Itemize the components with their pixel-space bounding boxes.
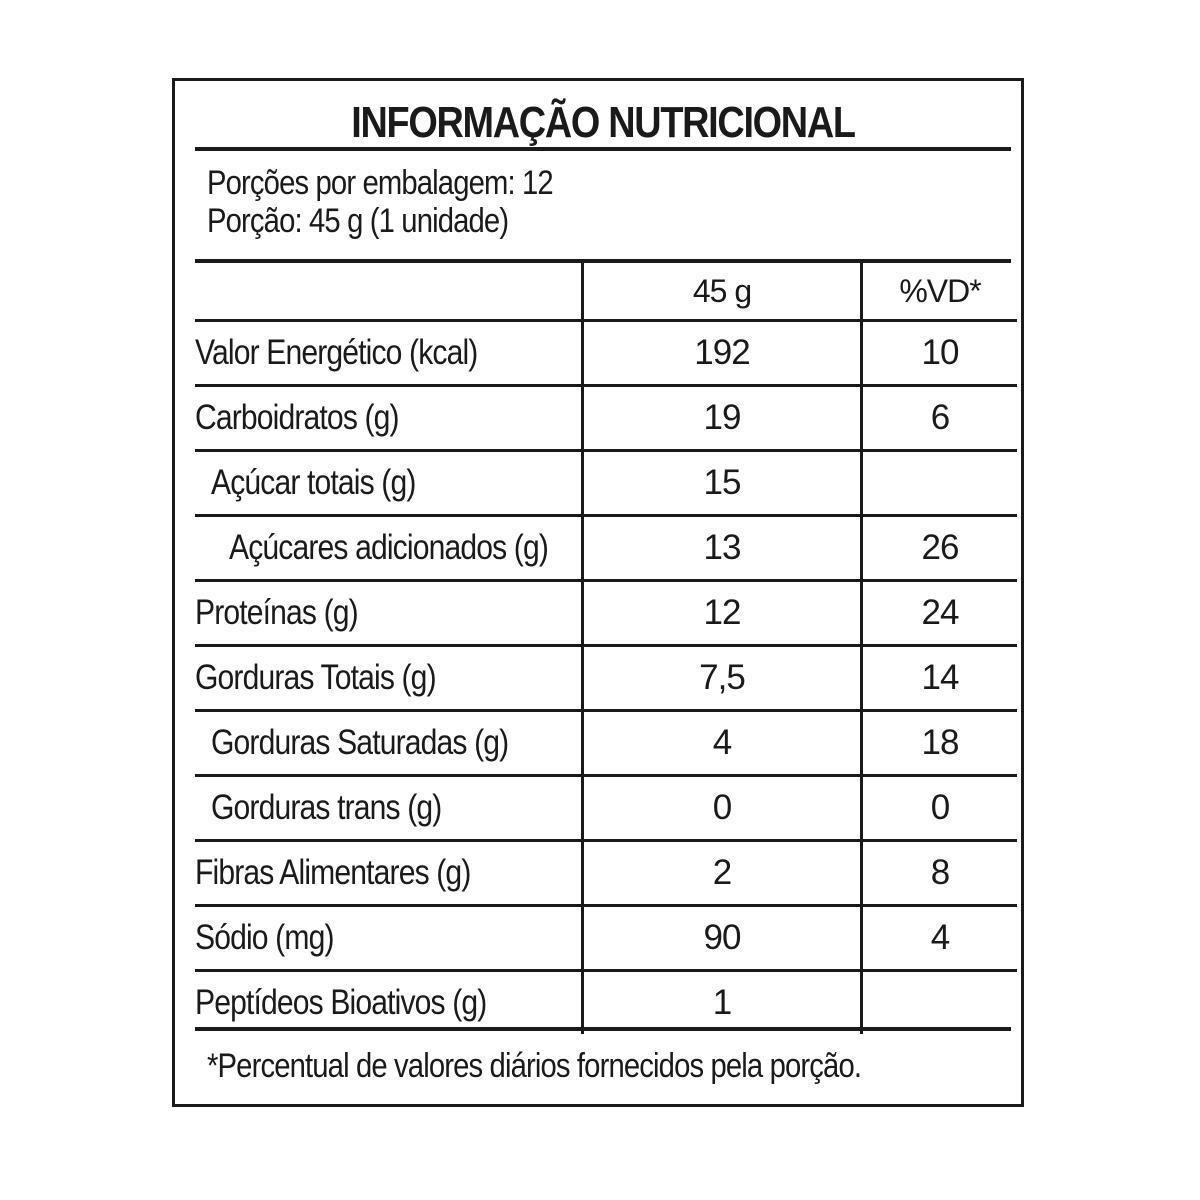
nutrient-label: Gorduras Totais (g) (195, 658, 436, 697)
nutrient-label: Carboidratos (g) (195, 398, 399, 437)
nutrient-dv: 6 (862, 386, 1018, 451)
label-inner (195, 81, 1011, 1104)
table-row (195, 516, 1017, 581)
nutrient-dv: 26 (862, 516, 1018, 581)
footnote: *Percentual de valores diários fornecidos pela porção. (207, 1047, 862, 1085)
nutrient-dv (862, 451, 1018, 516)
table-row (195, 321, 1017, 386)
nutrient-amount: 192 (583, 321, 862, 386)
nutrient-amount: 2 (583, 841, 862, 906)
nutrient-name (195, 841, 583, 906)
nutrient-label: Proteínas (g) (195, 593, 358, 632)
nutrient-amount: 13 (583, 516, 862, 581)
header-name-cell (195, 263, 583, 321)
nutrient-dv: 4 (862, 906, 1018, 971)
nutrient-dv: 24 (862, 581, 1018, 646)
table-row (195, 971, 1017, 1035)
nutrient-dv: 18 (862, 711, 1018, 776)
nutrient-label: Peptídeos Bioativos (g) (195, 983, 487, 1022)
nutrient-amount: 0 (583, 776, 862, 841)
title-divider (195, 147, 1011, 151)
nutrient-name (195, 971, 583, 1035)
table-row (195, 906, 1017, 971)
header-dv-cell: %VD* (862, 263, 1018, 321)
nutrient-label: Gorduras trans (g) (211, 788, 442, 827)
nutrient-label: Açúcar totais (g) (211, 463, 416, 502)
nutrient-dv: 14 (862, 646, 1018, 711)
table-row (195, 386, 1017, 451)
nutrient-name (195, 581, 583, 646)
nutrient-label: Fibras Alimentares (g) (195, 853, 471, 892)
nutrient-dv: 10 (862, 321, 1018, 386)
footnote-divider (195, 1027, 1011, 1031)
nutrient-dv: 0 (862, 776, 1018, 841)
nutrient-amount: 90 (583, 906, 862, 971)
nutrition-table (195, 263, 1017, 1034)
nutrient-label: Sódio (mg) (195, 918, 334, 957)
table-row (195, 711, 1017, 776)
label-title: INFORMAÇÃO NUTRICIONAL (351, 98, 855, 147)
table-header-row (195, 263, 1017, 321)
nutrient-label: Açúcares adicionados (g) (229, 528, 549, 567)
nutrient-name (195, 776, 583, 841)
table-row (195, 776, 1017, 841)
nutrient-name (195, 711, 583, 776)
nutrient-name (195, 386, 583, 451)
nutrient-name (195, 516, 583, 581)
nutrient-amount: 15 (583, 451, 862, 516)
nutrient-label: Valor Energético (kcal) (195, 333, 478, 372)
nutrient-amount: 12 (583, 581, 862, 646)
serving-size: Porção: 45 g (1 unidade) (207, 202, 509, 240)
servings-per-package: Porções por embalagem: 12 (207, 164, 553, 202)
header-amount-cell: 45 g (583, 263, 862, 321)
table-row (195, 841, 1017, 906)
nutrient-amount: 19 (583, 386, 862, 451)
table-row (195, 451, 1017, 516)
nutrient-amount: 1 (583, 971, 862, 1035)
nutrient-dv: 8 (862, 841, 1018, 906)
nutrient-name (195, 906, 583, 971)
table-row (195, 581, 1017, 646)
nutrient-label: Gorduras Saturadas (g) (211, 723, 509, 762)
nutrition-facts-label (172, 78, 1024, 1107)
nutrient-dv (862, 971, 1018, 1035)
nutrient-name (195, 451, 583, 516)
nutrient-amount: 7,5 (583, 646, 862, 711)
table-row (195, 646, 1017, 711)
nutrient-amount: 4 (583, 711, 862, 776)
nutrient-name (195, 646, 583, 711)
nutrient-name (195, 321, 583, 386)
